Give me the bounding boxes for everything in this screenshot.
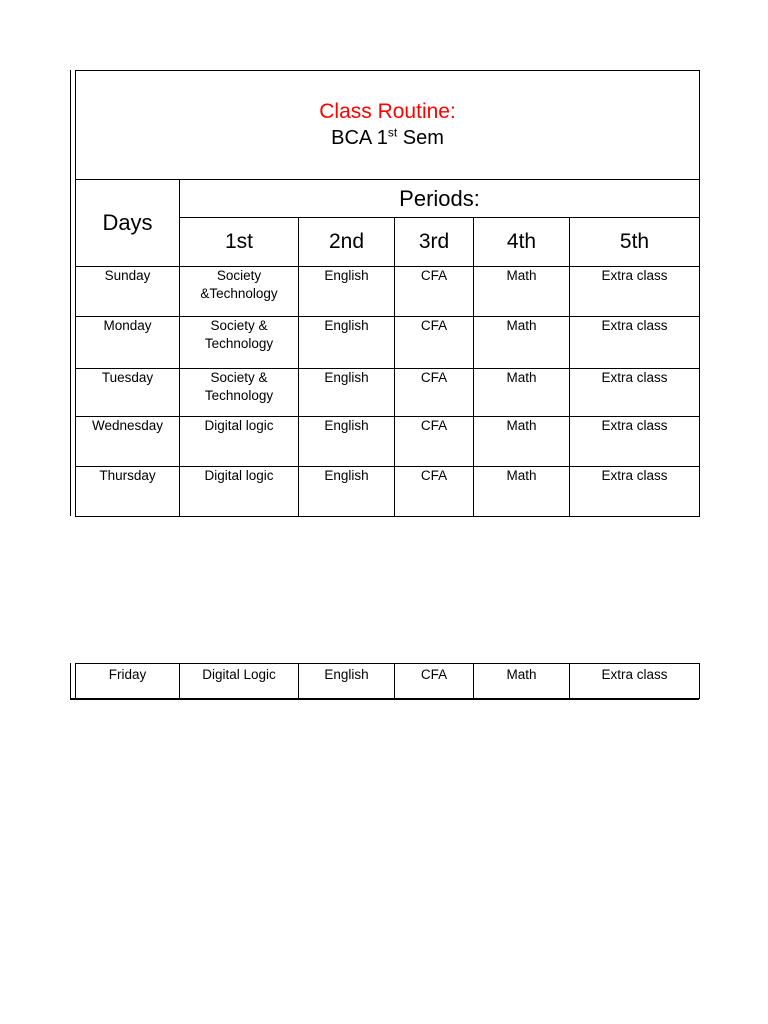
period-cell: Society & Technology [180,317,299,369]
period-cell: Extra class [570,369,700,417]
day-cell: Sunday [76,267,180,317]
period-cell: Society & Technology [180,369,299,417]
period-cell: Digital logic [180,417,299,467]
period-cell: English [299,417,395,467]
routine-subtitle [76,125,699,151]
period-header-1: 1st [180,218,299,267]
period-cell: Math [474,664,570,699]
period-cell: CFA [395,664,474,699]
period-cell: English [299,369,395,417]
days-header: Days [76,180,180,267]
day-cell: Tuesday [76,369,180,417]
period-cell: Extra class [570,664,700,699]
period-cell: English [299,317,395,369]
period-cell: Math [474,369,570,417]
subtitle-suffix: Sem [397,127,444,149]
period-cell: Extra class [570,417,700,467]
table-row [76,664,700,699]
table-left-double-rule [70,70,71,516]
period-cell: Extra class [570,267,700,317]
friday-table-left-double-rule [70,663,71,699]
period-cell: CFA [395,417,474,467]
period-cell: Math [474,317,570,369]
period-cell: Digital logic [180,467,299,517]
day-cell: Thursday [76,467,180,517]
period-cell: CFA [395,267,474,317]
period-cell: English [299,267,395,317]
class-routine-table [75,70,700,517]
friday-routine-table [75,663,700,699]
day-cell: Friday [76,664,180,699]
period-header-3: 3rd [395,218,474,267]
header-row-periods [76,180,700,218]
period-cell: Math [474,417,570,467]
period-header-4: 4th [474,218,570,267]
period-cell: CFA [395,317,474,369]
table-row [76,467,700,517]
period-cell: Math [474,467,570,517]
period-cell: English [299,664,395,699]
day-cell: Wednesday [76,417,180,467]
table-row [76,369,700,417]
table-row [76,417,700,467]
friday-table-bottom-rule [70,698,699,700]
subtitle-superscript: st [387,125,398,140]
period-cell: Math [474,267,570,317]
period-header-5: 5th [570,218,700,267]
period-cell: Society &Technology [180,267,299,317]
periods-header: Periods: [180,180,700,218]
subtitle-prefix: BCA 1 [331,127,388,149]
day-cell: Monday [76,317,180,369]
period-cell: CFA [395,369,474,417]
period-cell: Extra class [570,317,700,369]
period-cell: Digital Logic [180,664,299,699]
title-cell [76,71,700,180]
period-cell: Extra class [570,467,700,517]
period-cell: CFA [395,467,474,517]
period-cell: English [299,467,395,517]
period-header-2: 2nd [299,218,395,267]
title-row [76,71,700,180]
routine-title: Class Routine: [319,100,456,123]
table-row [76,317,700,369]
table-row [76,267,700,317]
